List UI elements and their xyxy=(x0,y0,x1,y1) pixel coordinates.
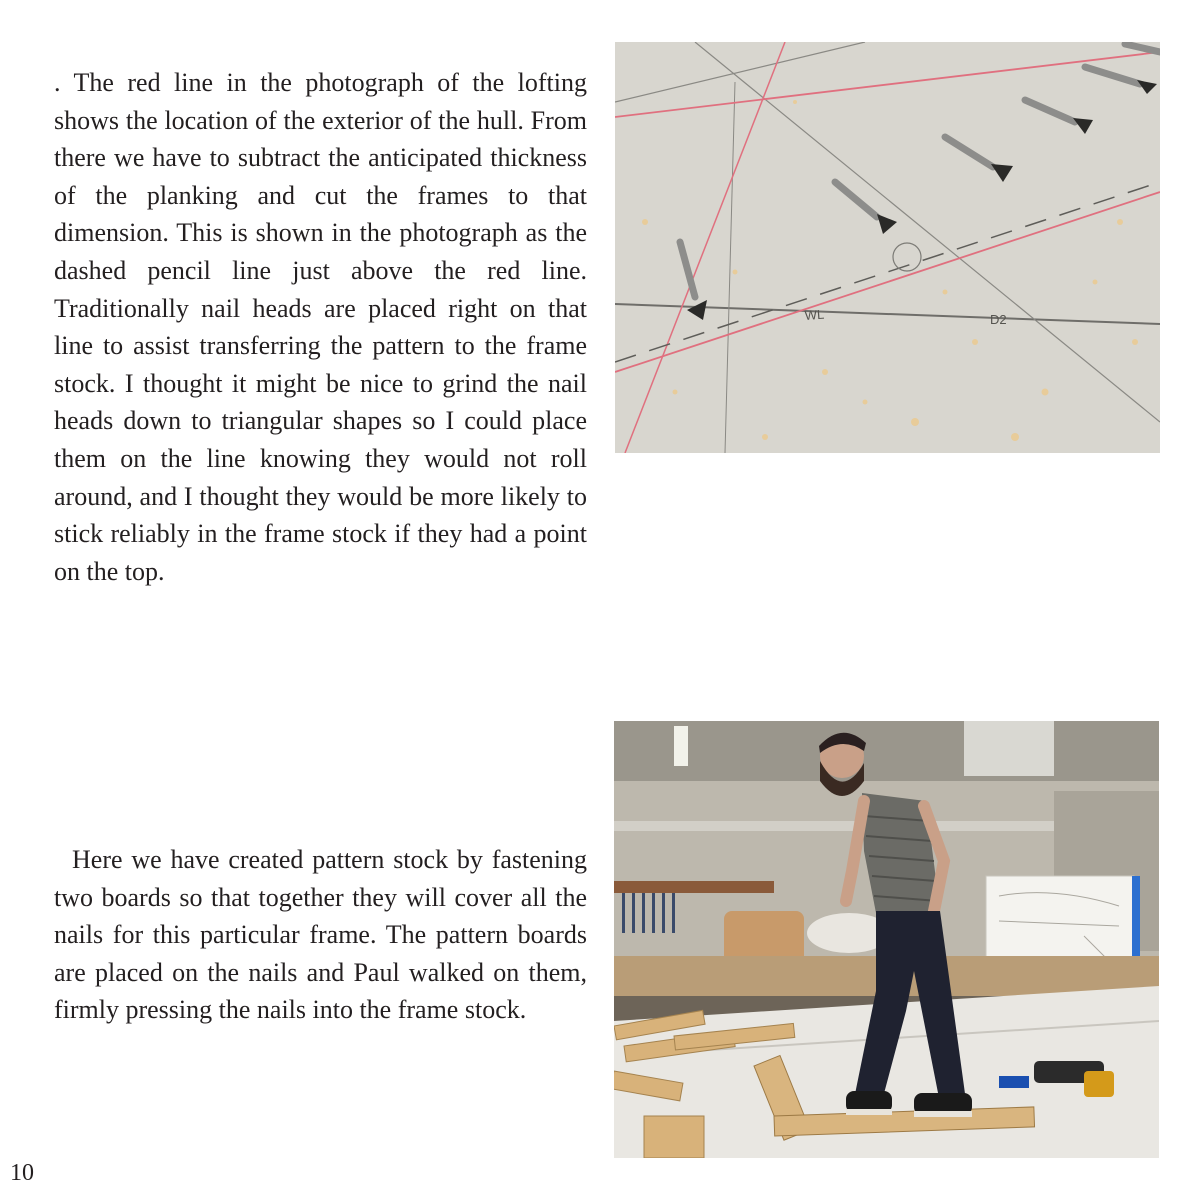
lofting-nails-photo xyxy=(615,42,1160,453)
wl-mark: WL xyxy=(804,306,825,323)
d2-mark: D2 xyxy=(990,312,1007,327)
page-number: 10 xyxy=(10,1160,34,1186)
pattern-stock-photo xyxy=(614,721,1159,1158)
lofting-paragraph: . The red line in the photograph of the lofting shows the location of the exterior of the hull. From there we have to subtract the anticipated thickness of the planking and cut the frames to that dimension. This is shown in the photograph as the dashed pencil line just above the red line. Traditionally nail heads are placed right on that line to assist transferring the pattern to the frame stock. I thought it might be nice to grind the nail heads down to triangular shapes so I could place them on the line knowing they would not roll around, and I thought they would be more likely to stick reliably in the frame stock if they had a point on the top. xyxy=(54,68,587,586)
pattern-stock-paragraph: Here we have created pattern stock by fastening two boards so that together they will cover all the nails for this particular frame. The pattern boards are placed on the nails and Paul walked on them, firmly pressing the nails into the frame stock. xyxy=(54,845,587,1025)
